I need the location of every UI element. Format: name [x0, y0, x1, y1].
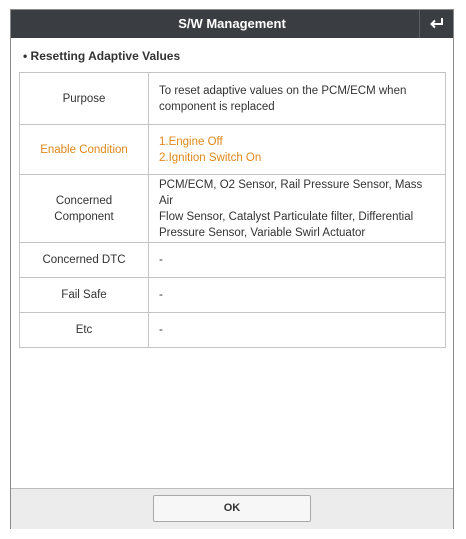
row-label: Enable Condition — [20, 125, 149, 175]
return-arrow-icon — [429, 17, 445, 31]
row-value — [149, 125, 446, 175]
table-row-etc — [20, 313, 446, 348]
table-row-enable-condition — [20, 125, 446, 175]
table-row-concerned-dtc — [20, 243, 446, 278]
row-value — [149, 175, 446, 243]
row-label — [20, 175, 149, 243]
value-line: component is replaced — [159, 100, 275, 113]
value-line: Pressure Sensor, Variable Swirl Actuator — [159, 226, 366, 239]
row-label: Purpose — [20, 73, 149, 125]
value-line: To reset adaptive values on the PCM/ECM when — [159, 84, 407, 97]
value-line: Flow Sensor, Catalyst Particulate filter, Differential — [159, 210, 414, 223]
dialog-title: S/W Management — [178, 16, 286, 31]
back-button[interactable] — [419, 10, 453, 38]
row-label: Etc — [20, 313, 149, 348]
row-label: Concerned DTC — [20, 243, 149, 278]
row-value: - — [149, 243, 446, 278]
dialog-footer — [11, 488, 453, 529]
value-line: 2.Ignition Switch On — [159, 151, 262, 164]
info-table — [19, 72, 446, 348]
sw-management-dialog — [10, 9, 454, 529]
row-value: - — [149, 313, 446, 348]
label-line: Component — [54, 210, 114, 223]
label-line: Concerned — [55, 194, 113, 207]
title-bar — [11, 10, 453, 38]
table-row-purpose — [20, 73, 446, 125]
table-row-concerned-component — [20, 175, 446, 243]
section-title: • Resetting Adaptive Values — [23, 49, 181, 63]
row-label: Fail Safe — [20, 278, 149, 313]
ok-button[interactable]: OK — [153, 495, 311, 522]
value-line: 1.Engine Off — [159, 135, 223, 148]
value-line: PCM/ECM, O2 Sensor, Rail Pressure Sensor, Mass Air — [159, 178, 423, 207]
row-value — [149, 73, 446, 125]
row-value: - — [149, 278, 446, 313]
table-row-fail-safe — [20, 278, 446, 313]
